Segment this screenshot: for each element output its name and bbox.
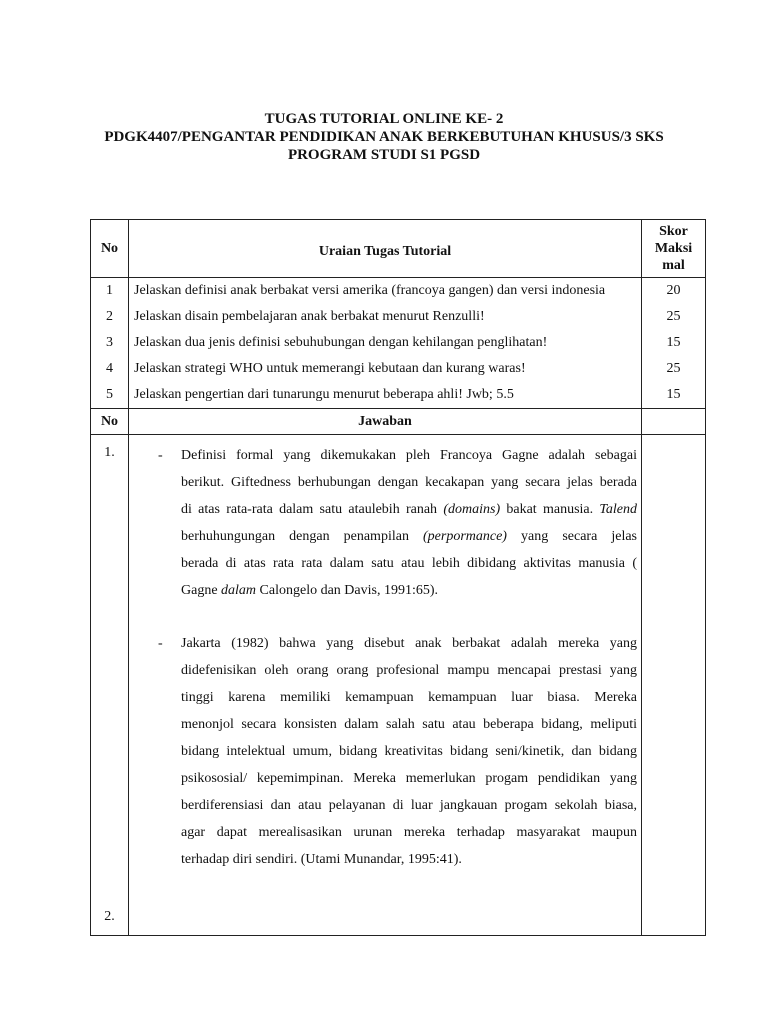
paragraph-line [181,496,637,523]
answer-row [91,435,706,936]
task-number: 5 [91,382,129,409]
paragraph-line: berdiferensiasi dan atau pelayanan di luar jangkauan progam sekolah biasa, [181,798,637,813]
italic-run: (domains) [443,502,501,517]
paragraph-line: psikososial/ kepemimpinan. Mereka memerlukan progam pendidikan yang [181,771,637,786]
bullet-dash: - [158,636,163,651]
paragraph-line: berikut. Giftedness berhubungan dengan kecakapan yang secara jelas berada [181,475,637,490]
italic-run: Talend [599,502,637,517]
table-header-row [91,220,706,278]
italic-run: (perpormance) [423,529,507,544]
task-row [91,382,706,409]
answer-content [129,435,642,936]
task-score: 15 [642,382,706,409]
header-score-line2: Maksi [654,241,693,256]
task-row [91,356,706,382]
text-run: di atas rata-rata dalam satu ataulebih ranah [181,502,444,517]
header-no: No [91,220,129,278]
paragraph-line: agar dapat merealisasikan urunan mereka terhadap masyarakat maupun [181,825,637,840]
task-row [91,330,706,356]
text-run: Gagne [181,583,222,598]
answer-number-1: 1. [104,445,115,460]
task-description: Jelaskan strategi WHO untuk memerangi kebutaan dan kurang waras! [129,356,642,382]
answer-bullet-1 [153,442,637,604]
task-number: 4 [91,356,129,382]
paragraph-line: menonjol secara konsisten dalam salah satu atau beberapa bidang, meliputi [181,717,637,732]
paragraph-line: bidang intelektual umum, bidang kreativitas bidang seni/kinetik, dan bidang [181,744,637,759]
header-score [642,220,706,278]
answer-score-empty [642,435,706,936]
answer-header-row [91,409,706,435]
answer-numbers [91,435,129,936]
task-score: 15 [642,330,706,356]
paragraph-line: Jakarta (1982) bahwa yang disebut anak berbakat adalah mereka yang [181,636,637,651]
header-description: Uraian Tugas Tutorial [129,220,642,278]
paragraph-line: tinggi karena memiliki kemampuan kemampuan luar biasa. Mereka [181,690,637,705]
header-score-line3: mal [662,258,685,273]
answer-header-score-empty [642,409,706,435]
text-run: Calongelo dan Davis, 1991:65). [256,583,439,598]
document-header [0,110,768,164]
task-description: Jelaskan dua jenis definisi sebuhubungan dengan kehilangan penglihatan! [129,330,642,356]
task-description: Jelaskan pengertian dari tunarungu menurut beberapa ahli! Jwb; 5.5 [129,382,642,409]
task-number: 3 [91,330,129,356]
header-title: TUGAS TUTORIAL ONLINE KE- 2 [264,111,504,127]
answer-bullet-2 [153,630,637,873]
answer-header-jawaban: Jawaban [129,409,642,435]
task-row [91,278,706,305]
answer-number-2: 2. [104,909,115,924]
task-score: 25 [642,356,706,382]
task-description: Jelaskan disain pembelajaran anak berbakat menurut Renzulli! [129,304,642,330]
task-number: 2 [91,304,129,330]
task-row [91,304,706,330]
task-number: 1 [91,278,129,305]
header-course: PDGK4407/PENGANTAR PENDIDIKAN ANAK BERKEBUTUHAN KHUSUS/3 SKS [104,129,664,145]
paragraph-line: terhadap diri sendiri. (Utami Munandar, 1995:41). [181,852,462,867]
header-score-line1: Skor [659,224,688,239]
paragraph-line: didefenisikan oleh orang orang profesional mampu mencapai prestasi yang [181,663,637,678]
text-run: bakat manusia. [500,502,600,517]
header-program: PROGRAM STUDI S1 PGSD [287,147,481,163]
answer-header-no: No [91,409,129,435]
paragraph-line [181,577,637,604]
paragraph-line: Definisi formal yang dikemukakan pleh Francoya Gagne adalah sebagai [181,448,637,463]
paragraph-line [181,523,637,550]
task-score: 25 [642,304,706,330]
paragraph-line: berada di atas rata rata dalam satu atau lebih dibidang aktivitas manusia ( [181,556,637,571]
text-run: berhuhungungan dengan penampilan [181,529,423,544]
bullet-dash: - [158,448,163,463]
task-score: 20 [642,278,706,305]
task-description: Jelaskan definisi anak berbakat versi amerika (francoya gangen) dan versi indonesia [129,278,642,305]
tutorial-table [90,219,706,936]
italic-run: dalam [221,583,257,598]
text-run: yang secara jelas [506,529,637,544]
